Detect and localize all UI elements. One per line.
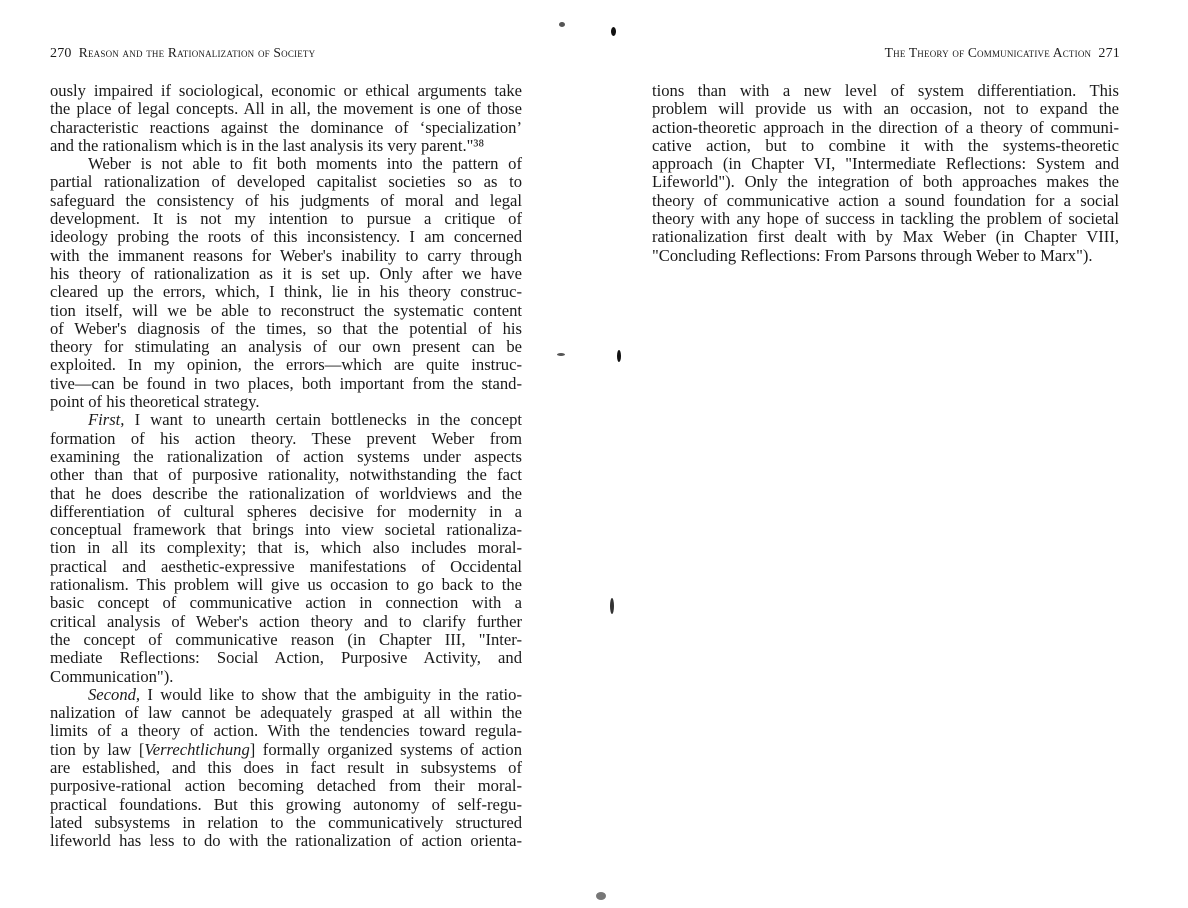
text-line-content: ideology probing the roots of this inconsistency. I am concerned xyxy=(50,227,522,247)
text-line xyxy=(50,485,522,503)
text-line-content: Communication"). xyxy=(50,666,174,686)
text-line-content: characteristic reactions against the dominance of ‘specialization’ xyxy=(50,117,522,137)
text-line xyxy=(50,82,522,100)
text-line xyxy=(50,338,522,356)
right-running-head xyxy=(885,45,1120,62)
text-line-content: of Weber's diagnosis of the times, so that the potential of his xyxy=(50,318,522,338)
text-line xyxy=(50,814,522,832)
right-running-title: The Theory of Communicative Action xyxy=(884,45,1092,60)
text-line xyxy=(50,283,522,301)
text-line-content: critical analysis of Weber's action theory and to clarify further xyxy=(50,611,522,631)
text-line-content: lifeworld has less to do with the rationalization of action orienta- xyxy=(50,831,522,851)
text-line-content: purposive-rational action becoming detached from their moral- xyxy=(50,776,522,796)
text-line xyxy=(50,613,522,631)
text-line-content: tion in all its complexity; that is, which also includes moral- xyxy=(50,538,522,558)
text-line-content: differentiation of cultural spheres decisive for modernity in a xyxy=(50,501,522,521)
text-line xyxy=(50,686,522,704)
right-page-body xyxy=(652,82,1119,265)
text-line-content: exploited. In my opinion, the errors—which are quite instruc- xyxy=(50,355,522,375)
text-line xyxy=(50,558,522,576)
text-line-content: tions than with a new level of system differentiation. This xyxy=(652,81,1119,100)
text-line-content: safeguard the consistency of his judgments of moral and legal xyxy=(50,190,522,210)
left-page-number: 270 xyxy=(50,46,72,61)
text-line-content: approach (in Chapter VI, "Intermediate Reflections: System and xyxy=(652,154,1119,174)
text-line xyxy=(50,649,522,667)
text-line-content: partial rationalization of developed capitalist societies so as to xyxy=(50,172,522,192)
text-line-content: development. It is not my intention to pursue a critique of xyxy=(50,209,522,229)
left-page-body xyxy=(50,82,522,850)
text-line-content: limits of a theory of action. With the tendencies toward regula- xyxy=(50,721,522,741)
text-line-prefix: tion by law [ xyxy=(50,739,145,759)
text-line-content: lated subsystems in relation to the communicatively structured xyxy=(50,812,522,832)
text-line xyxy=(652,100,1119,118)
text-line xyxy=(50,576,522,594)
text-line xyxy=(652,119,1119,137)
text-line-content: problem will provide us with an occasion, not to expand the xyxy=(652,99,1119,119)
text-line-content: ] formally organized systems of action xyxy=(249,739,522,759)
text-line-content: tive—can be found in two places, both important from the stand- xyxy=(50,373,522,393)
text-line xyxy=(50,210,522,228)
text-line xyxy=(50,375,522,393)
text-line-content: I want to unearth certain bottlenecks in the concept xyxy=(124,410,522,430)
text-line-content: the concept of communicative reason (in Chapter III, "Inter- xyxy=(50,629,522,649)
text-line-content: tion itself, will we be able to reconstruct the systematic content xyxy=(50,300,522,320)
text-line-content: I would like to show that the ambiguity in the ratio- xyxy=(140,684,522,704)
italic-term: First, xyxy=(88,410,125,430)
text-line xyxy=(50,796,522,814)
text-line xyxy=(50,247,522,265)
text-line xyxy=(50,320,522,338)
text-line xyxy=(50,759,522,777)
book-gutter xyxy=(560,0,640,908)
text-line xyxy=(50,466,522,484)
text-line-content: theory for stimulating an analysis of our own present can be xyxy=(50,337,522,357)
text-line-content: ously impaired if sociological, economic or ethical arguments take xyxy=(50,81,522,100)
text-line xyxy=(50,521,522,539)
text-line-content: mediate Reflections: Social Action, Purposive Activity, and xyxy=(50,648,522,668)
text-line xyxy=(50,137,522,155)
text-line-content: basic concept of communicative action in connection with a xyxy=(50,593,522,613)
text-line-content: with the immanent reasons for Weber's inability to carry through xyxy=(50,245,522,265)
text-line xyxy=(50,539,522,557)
text-line xyxy=(50,448,522,466)
text-line xyxy=(50,155,522,173)
right-page-number: 271 xyxy=(1098,46,1120,61)
text-line xyxy=(652,155,1119,173)
text-line-content: and the rationalism which is in the last analysis its very parent."³⁸ xyxy=(50,135,485,155)
text-line-content: other than that of purposive rationality, notwithstanding the fact xyxy=(50,465,522,485)
text-line-content: Weber is not able to fit both moments into the pattern of xyxy=(88,154,522,174)
text-line-content: that he does describe the rationalization of worldviews and the xyxy=(50,483,522,503)
text-line xyxy=(50,777,522,795)
text-line xyxy=(50,119,522,137)
text-line xyxy=(50,722,522,740)
text-line xyxy=(50,503,522,521)
text-line-content: practical foundations. But this growing autonomy of self-regu- xyxy=(50,794,522,814)
text-line xyxy=(50,704,522,722)
text-line-content: cative action, but to combine it with the systems-theoretic xyxy=(652,135,1119,155)
text-line-content: action-theoretic approach in the direction of a theory of communi- xyxy=(652,117,1119,137)
text-line xyxy=(652,82,1119,100)
text-line-content: theory of communicative action a sound foundation for a social xyxy=(652,190,1119,210)
text-line-content: point of his theoretical strategy. xyxy=(50,392,260,412)
text-line xyxy=(50,356,522,374)
text-line xyxy=(50,411,522,429)
text-line xyxy=(50,594,522,612)
text-line xyxy=(50,430,522,448)
left-running-title: Reason and the Rationalization of Society xyxy=(78,45,316,60)
italic-term: Second, xyxy=(88,684,141,704)
text-line xyxy=(50,668,522,686)
text-line-content: "Concluding Reflections: From Parsons through Weber to Marx"). xyxy=(652,245,1093,265)
text-line xyxy=(652,228,1119,246)
text-line xyxy=(652,247,1119,265)
text-line xyxy=(50,741,522,759)
text-line-content: practical and aesthetic-expressive manifestations of Occidental xyxy=(50,556,522,576)
text-line xyxy=(652,137,1119,155)
text-line-content: cleared up the errors, which, I think, lie in his theory construc- xyxy=(50,282,522,302)
text-line xyxy=(50,173,522,191)
text-line-content: examining the rationalization of action systems under aspects xyxy=(50,446,522,466)
text-line-content: formation of his action theory. These prevent Weber from xyxy=(50,428,522,448)
text-line-content: conceptual framework that brings into view societal rationaliza- xyxy=(50,520,522,540)
text-line xyxy=(652,210,1119,228)
text-line-content: his theory of rationalization as it is set up. Only after we have xyxy=(50,263,522,283)
left-running-head xyxy=(50,45,315,62)
text-line xyxy=(50,265,522,283)
text-line xyxy=(652,173,1119,191)
text-line-content: Lifeworld"). Only the integration of both approaches makes the xyxy=(652,172,1119,192)
text-line-content: the place of legal concepts. All in all, the movement is one of those xyxy=(50,99,522,119)
text-line-content: rationalism. This problem will give us occasion to go back to the xyxy=(50,575,522,595)
text-line xyxy=(50,192,522,210)
text-line-content: theory with any hope of success in tackling the problem of societal xyxy=(652,209,1119,229)
text-line xyxy=(652,192,1119,210)
text-line xyxy=(50,393,522,411)
text-line-content: nalization of law cannot be adequately grasped at all within the xyxy=(50,703,522,723)
text-line xyxy=(50,832,522,850)
text-line xyxy=(50,631,522,649)
text-line xyxy=(50,228,522,246)
italic-term: Verrechtlichung xyxy=(144,739,250,759)
text-line xyxy=(50,302,522,320)
text-line xyxy=(50,100,522,118)
text-line-content: are established, and this does in fact result in subsystems of xyxy=(50,757,522,777)
text-line-content: rationalization first dealt with by Max Weber (in Chapter VIII, xyxy=(652,227,1119,247)
